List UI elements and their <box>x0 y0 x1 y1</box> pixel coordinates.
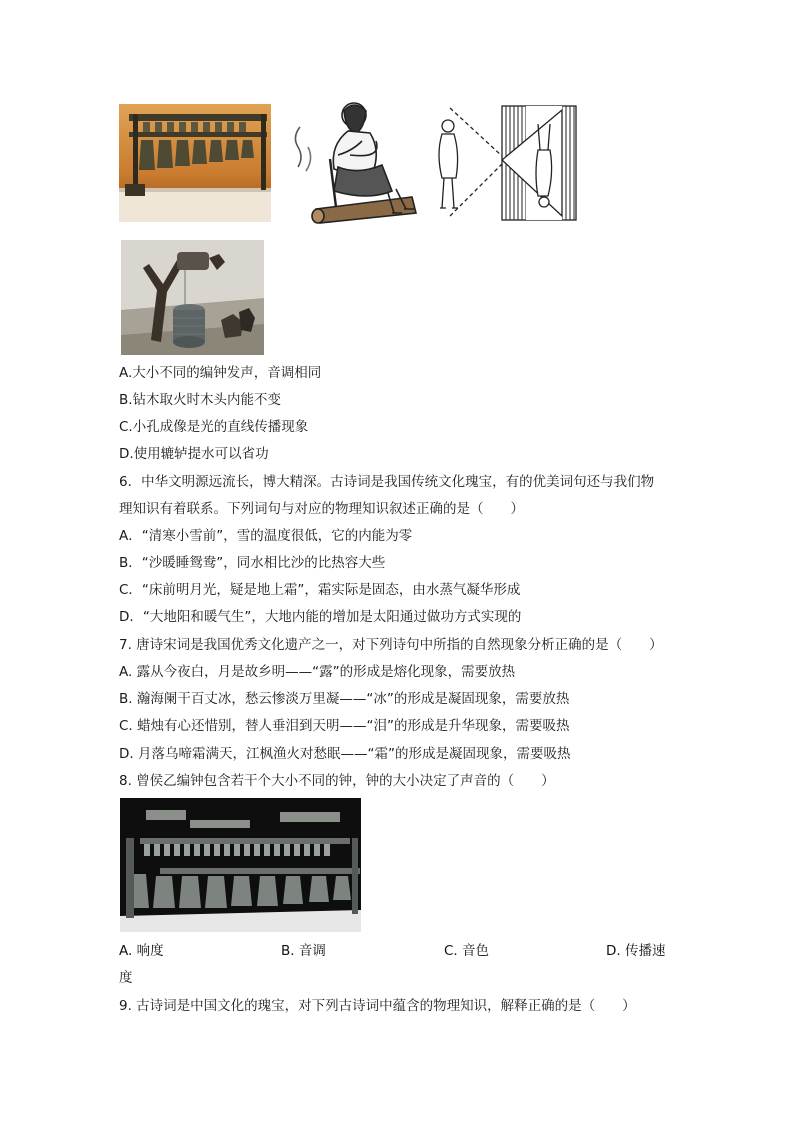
q9-stem: 9. 古诗词是中国文化的瑰宝，对下列古诗词中蕴含的物理知识，解释正确的是（ ） <box>119 998 636 1014</box>
q7-option-a: A. 露从今夜白，月是故乡明——“露”的形成是熔化现象，需要放热 <box>119 664 516 680</box>
q7-stem: 7. 唐诗宋词是我国优秀文化遗产之一，对下列诗句中所指的自然现象分析正确的是（ ） <box>119 637 663 653</box>
q7-option-c: C. 蜡烛有心还惜别，替人垂泪到天明——“泪”的形成是升华现象，需要吸热 <box>119 718 570 734</box>
fire-drill-illustration <box>292 97 422 225</box>
q6-option-d: D．“大地阳和暖气生”，大地内能的增加是太阳通过做功方式实现的 <box>119 609 522 625</box>
q5-option-a: A.大小不同的编钟发声，音调相同 <box>119 365 322 381</box>
q8-option-a: A. 响度 <box>119 943 164 959</box>
q5-option-d: D.使用辘轳提水可以省功 <box>119 446 269 462</box>
zeng-houyi-bells-photo <box>120 798 361 932</box>
q8-stem: 8. 曾侯乙编钟包含若干个大小不同的钟，钟的大小决定了声音的（ ） <box>119 773 555 789</box>
bell-set-photo <box>119 104 271 222</box>
q7-option-b: B. 瀚海阑干百丈冰，愁云惨淡万里凝——“冰”的形成是凝固现象，需要放热 <box>119 691 570 707</box>
pinhole-imaging-diagram <box>430 104 580 222</box>
q8-option-d-wrap: 度 <box>119 970 133 986</box>
windlass-well-photo <box>121 240 264 355</box>
q8-option-d: D. 传播速 <box>606 943 666 959</box>
q8-option-c: C. 音色 <box>444 943 490 959</box>
q6-stem-line1: 6．中华文明源远流长，博大精深。古诗词是我国传统文化瑰宝，有的优美词句还与我们物 <box>119 474 655 490</box>
q7-option-d: D. 月落乌啼霜满天，江枫渔火对愁眠——“霜”的形成是凝固现象，需要吸热 <box>119 746 571 762</box>
q5-option-b: B.钻木取火时木头内能不变 <box>119 392 282 408</box>
q8-option-b: B. 音调 <box>281 943 326 959</box>
q5-option-c: C.小孔成像是光的直线传播现象 <box>119 419 309 435</box>
q6-option-c: C．“床前明月光，疑是地上霜”，霜实际是固态，由水蒸气凝华形成 <box>119 582 521 598</box>
q6-option-b: B．“沙暖睡鸳鸯”，同水相比沙的比热容大些 <box>119 555 386 571</box>
q6-stem-line2: 理知识有着联系。下列词句与对应的物理知识叙述正确的是（ ） <box>119 501 524 517</box>
q6-option-a: A．“清寒小雪前”，雪的温度很低，它的内能为零 <box>119 528 413 544</box>
